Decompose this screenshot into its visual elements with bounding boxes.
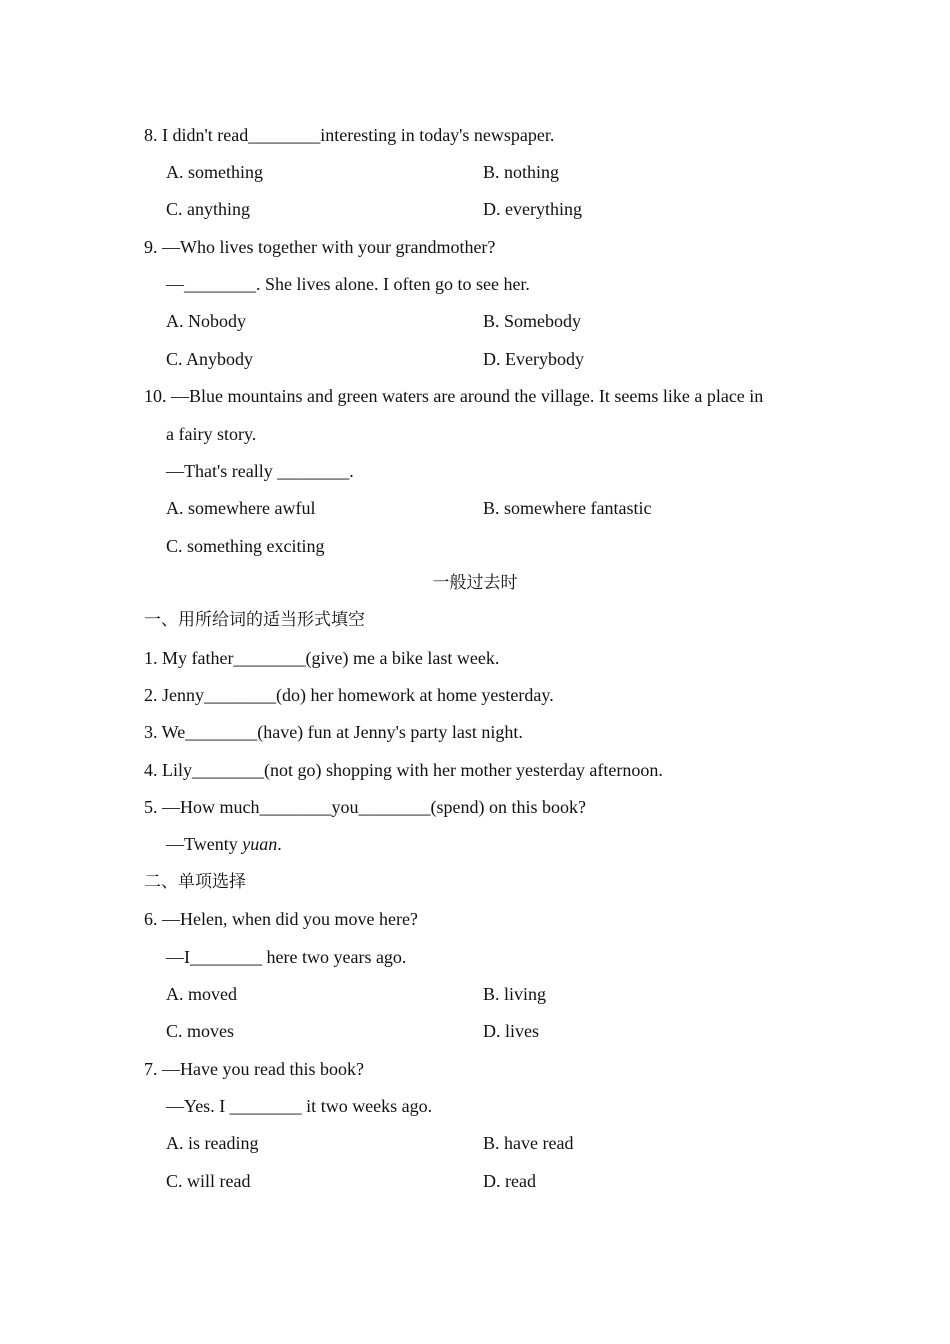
q8-option-d: D. everything — [483, 199, 582, 219]
reply-italic-word: yuan — [242, 834, 278, 854]
part1-item-2: 2. Jenny________(do) her homework at home yesterday. — [144, 685, 554, 705]
q9-reply: —________. She lives alone. I often go to see her. — [166, 274, 530, 294]
q6-option-b: B. living — [483, 984, 547, 1004]
reply-suffix: . — [277, 834, 282, 854]
q6-option-d: D. lives — [483, 1021, 539, 1041]
q10-option-c: C. something exciting — [166, 536, 325, 556]
q8-stem: 8. I didn't read________interesting in today's newspaper. — [144, 125, 555, 145]
q6-option-a: A. moved — [166, 984, 237, 1004]
q10-reply: —That's really ________. — [166, 461, 354, 481]
q8-option-b: B. nothing — [483, 162, 560, 182]
q7-option-c: C. will read — [166, 1171, 251, 1191]
q9-option-b: B. Somebody — [483, 311, 582, 331]
q9-option-a: A. Nobody — [166, 311, 246, 331]
q7-reply: —Yes. I ________ it two weeks ago. — [166, 1096, 433, 1116]
q7-stem: 7. —Have you read this book? — [144, 1059, 364, 1079]
q7-option-d: D. read — [483, 1171, 536, 1191]
part1-item-3: 3. We________(have) fun at Jenny's party last night. — [144, 722, 523, 742]
q10-stem-line1: 10. —Blue mountains and green waters are around the village. It seems like a place in — [144, 386, 764, 406]
q10-stem-line2: a fairy story. — [166, 424, 257, 444]
part2-heading: 二、单项选择 — [144, 872, 246, 892]
reply-prefix: —Twenty — [166, 834, 243, 854]
q7-option-a: A. is reading — [166, 1133, 259, 1153]
section-title: 一般过去时 — [432, 573, 518, 593]
q9-option-d: D. Everybody — [483, 349, 584, 369]
q7-option-b: B. have read — [483, 1133, 574, 1153]
part1-item-5-reply — [166, 833, 282, 855]
part1-heading: 一、用所给词的适当形式填空 — [144, 610, 365, 630]
q8-option-a: A. something — [166, 162, 263, 182]
part1-item-1: 1. My father________(give) me a bike last week. — [144, 648, 500, 668]
part1-item-5: 5. —How much________you________(spend) on this book? — [144, 797, 586, 817]
q6-option-c: C. moves — [166, 1021, 235, 1041]
q6-stem: 6. —Helen, when did you move here? — [144, 909, 418, 929]
q9-stem: 9. —Who lives together with your grandmother? — [144, 237, 496, 257]
q9-option-c: C. Anybody — [166, 349, 254, 369]
q10-option-a: A. somewhere awful — [166, 498, 316, 518]
q8-option-c: C. anything — [166, 199, 250, 219]
q10-option-b: B. somewhere fantastic — [483, 498, 652, 518]
part1-item-4: 4. Lily________(not go) shopping with her mother yesterday afternoon. — [144, 760, 663, 780]
q6-reply: —I________ here two years ago. — [166, 947, 407, 967]
